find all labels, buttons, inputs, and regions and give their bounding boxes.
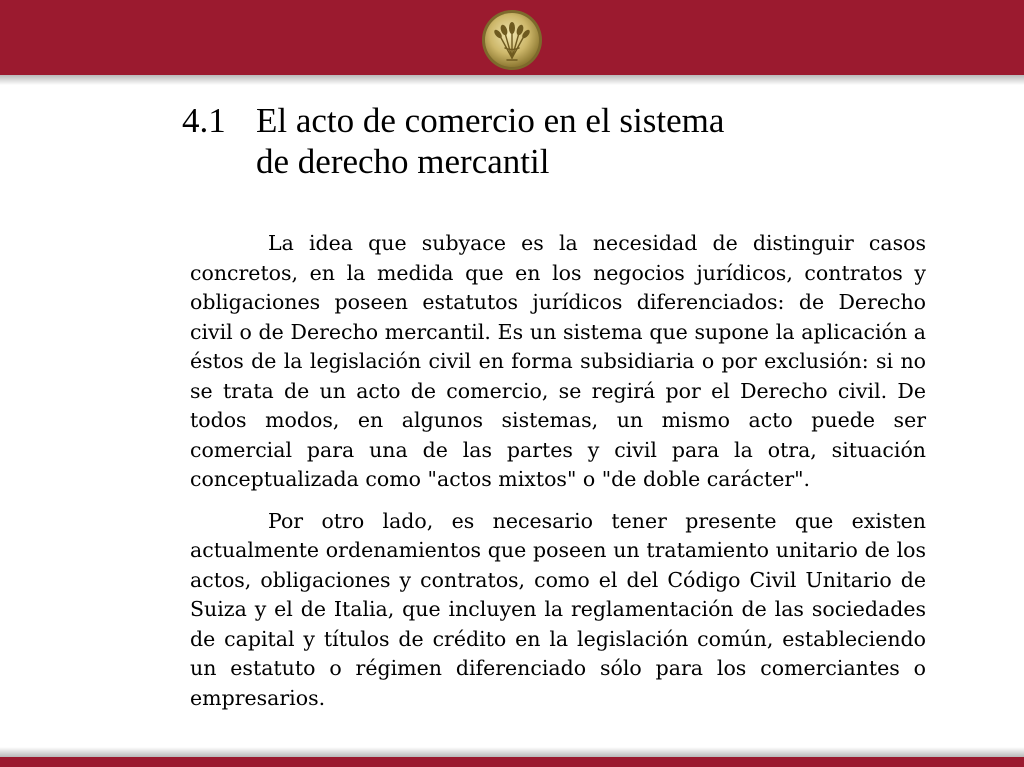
title-number: 4.1 bbox=[182, 101, 226, 140]
paragraph: La idea que subyace es la necesidad de distinguir casos concretos, en la medida que en los negocios jurídicos, contratos y obligaciones poseen estatutos jurídicos diferenciados: de Derecho civil o de Derecho mercantil. Es un sistema que supone la aplicación a éstos de la legislación civil en forma subsidiaria o por exclusión: si no se trata de un acto de comercio, se regirá por el Derecho civil. De todos modos, en algunos sistemas, un mismo acto puede ser comercial para una de las partes y civil para la otra, situación conceptualizada como "actos mixtos" o "de doble carácter". bbox=[190, 231, 926, 491]
top-banner-shadow bbox=[0, 75, 1024, 85]
bottom-banner bbox=[0, 757, 1024, 767]
bottom-banner-shadow bbox=[0, 747, 1024, 757]
wheat-sheaf-seal-icon bbox=[480, 8, 544, 72]
title-line: El acto de comercio en el sistema bbox=[256, 101, 725, 140]
title-text bbox=[256, 100, 816, 182]
title-line: de derecho mercantil bbox=[256, 142, 550, 181]
body-text bbox=[190, 229, 926, 725]
paragraph: Por otro lado, es necesario tener presente que existen actualmente ordenamientos que poseen un tratamiento unitario de los actos, obligaciones y contratos, como el del Código Civil Unitario de Suiza y el de Italia, que incluyen la reglamentación de las sociedades de capital y títulos de crédito en la legislación común, estableciendo un estatuto o régimen diferenciado sólo para los comerciantes o empresarios. bbox=[190, 508, 926, 710]
